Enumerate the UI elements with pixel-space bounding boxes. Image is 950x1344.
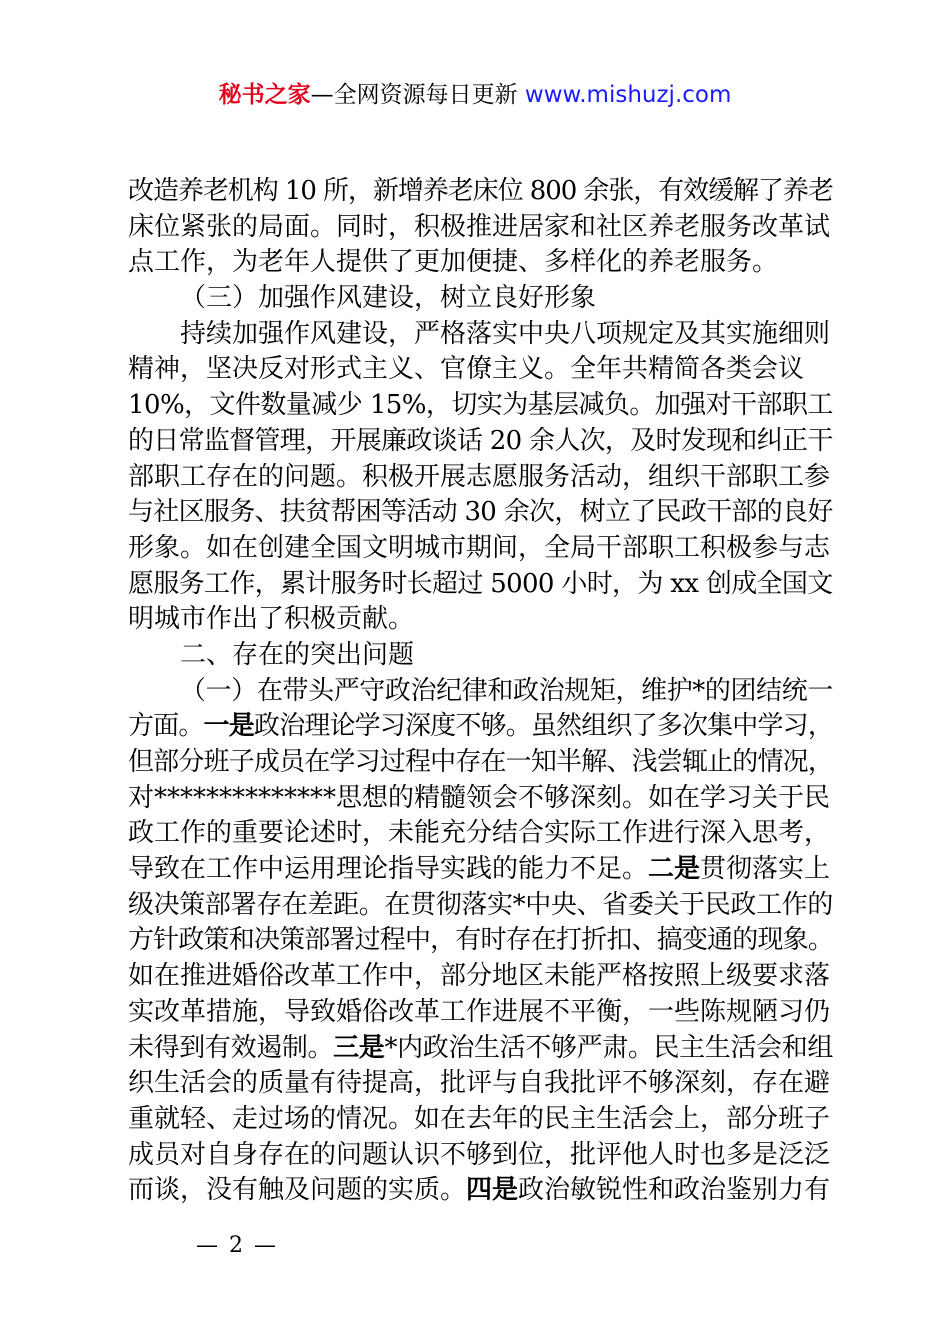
text-line: 重就轻、走过场的情况。如在去年的民主生活会上，部分班子	[128, 1103, 831, 1134]
text-line: 导致在工作中运用理论指导实践的能力不足。二是贯彻落实上	[128, 854, 831, 885]
text-line: 愿服务工作，累计服务时长超过 5000 小时，为 xx 创成全国文	[128, 568, 833, 599]
site-header	[0, 79, 950, 111]
document-body	[128, 174, 833, 1209]
site-tagline: —全网资源每日更新	[310, 82, 518, 108]
page-number: — 2 —	[196, 1233, 278, 1258]
text-line: 明城市作出了积极贡献。	[128, 604, 415, 635]
text-line: 点工作，为老年人提供了更加便捷、多样化的养老服务。	[128, 247, 779, 278]
site-url-link[interactable]: www.mishuzj.com	[524, 82, 732, 108]
bold-marker: 三是	[333, 1032, 385, 1063]
text-line: 政工作的重要论述时，未能充分结合实际工作进行深入思考，	[128, 818, 831, 849]
text-line: 实改革措施，导致婚俗改革工作进展不平衡，一些陈规陋习仍	[128, 996, 831, 1027]
bold-marker: 四是	[466, 1175, 519, 1206]
text-line: 10%，文件数量减少 15%，切实为基层减负。加强对干部职工	[128, 390, 833, 421]
text-line: 成员对自身存在的问题认识不够到位，批评他人时也多是泛泛	[128, 1139, 831, 1170]
text-line: 精神，坚决反对形式主义、官僚主义。全年共精简各类会议	[128, 354, 805, 385]
text-line: 而谈，没有触及问题的实质。四是政治敏锐性和政治鉴别力有	[128, 1175, 831, 1206]
text-line: 持续加强作风建设，严格落实中央八项规定及其实施细则	[180, 318, 831, 349]
text-line: 的日常监督管理，开展廉政谈话 20 余人次，及时发现和纠正干	[128, 425, 833, 456]
text-line: 但部分班子成员在学习过程中存在一知半解、浅尝辄止的情况，	[128, 747, 834, 777]
subsection-heading: （一）在带头严守政治纪律和政治规矩，维护*的团结统一	[180, 675, 834, 706]
text-line: 床位紧张的局面。同时，积极推进居家和社区养老服务改革试	[128, 211, 831, 242]
text-line: 级决策部署存在差距。在贯彻落实*中央、省委关于民政工作的	[128, 889, 834, 920]
section-heading: （三）加强作风建设，树立良好形象	[180, 283, 597, 314]
bold-marker: 二是	[648, 854, 701, 885]
text-line: 如在推进婚俗改革工作中，部分地区未能严格按照上级要求落	[128, 961, 831, 992]
text-line: 未得到有效遏制。三是*内政治生活不够严肃。民主生活会和组	[128, 1032, 834, 1063]
text-line: 方面。一是政治理论学习深度不够。虽然组织了多次集中学习，	[128, 711, 834, 742]
text-line: 部职工存在的问题。积极开展志愿服务活动，组织干部职工参	[128, 461, 831, 492]
text-line: 织生活会的质量有待提高，批评与自我批评不够深刻，存在避	[128, 1068, 831, 1099]
site-brand: 秘书之家	[218, 82, 311, 108]
text-line: 对**************思想的精髓领会不够深刻。如在学习关于民	[128, 782, 831, 813]
text-line: 形象。如在创建全国文明城市期间，全局干部职工积极参与志	[128, 532, 831, 563]
text-line: 改造养老机构 10 所，新增养老床位 800 余张，有效缓解了养老	[128, 176, 833, 206]
section-heading: 二、存在的突出问题	[180, 639, 415, 670]
text-line: 与社区服务、扶贫帮困等活动 30 余次，树立了民政干部的良好	[128, 497, 833, 528]
text-line: 方针政策和决策部署过程中，有时存在打折扣、搞变通的现象。	[128, 925, 834, 956]
bold-marker: 一是	[203, 711, 254, 742]
